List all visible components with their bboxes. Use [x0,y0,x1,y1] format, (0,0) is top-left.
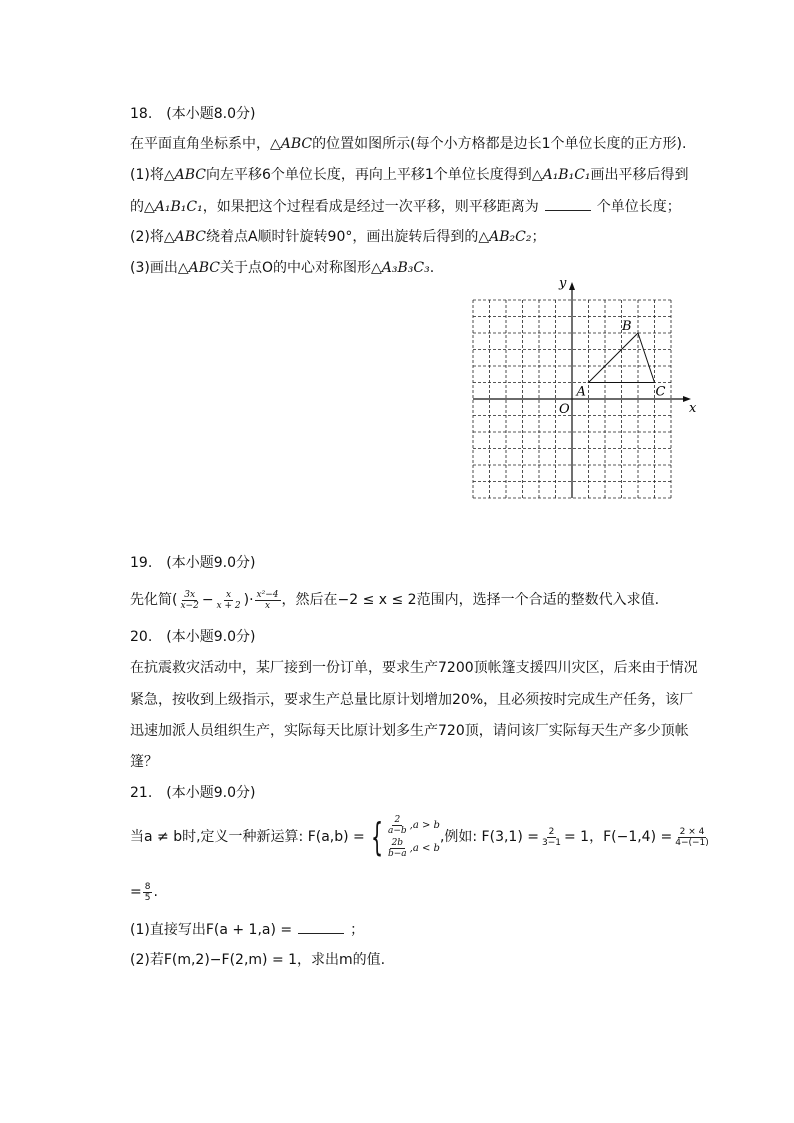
q21-case-rows [385,814,440,860]
q21-example-a: ,例如: F(3,1) = [439,829,539,845]
q19-frac2-num: x [226,589,232,600]
q21-result-eq: = [130,884,142,900]
q21-result-dot: . [153,884,158,900]
q21-ex-f1-num: 2 [548,826,555,837]
q19-frac1-num: 3x [184,589,196,600]
q21-piecewise [365,814,440,860]
q21-part1 [130,919,364,940]
q21-example-frac1 [540,827,563,848]
q18-tri-abc: △ABC [270,136,313,152]
q18-p1-f: 个单位长度； [596,199,681,215]
q19-frac3-num: x²−4 [256,589,279,600]
q18-p2-c: ； [531,229,546,245]
q19-lead: 先化简( [130,592,178,608]
q18-stem-b: 的位置如图所示(每个小方格都是边长1个单位长度的正方形). [312,136,687,152]
q18-part1-line2 [130,196,681,217]
q21-case2 [385,838,440,859]
q18-part3 [130,258,434,278]
point-a-label: A [576,384,586,400]
q19-header: 19. (本小题9.0分) [130,555,256,571]
q18-header: 18. (本小题8.0分) [130,106,256,122]
q21-brace: { [370,815,383,859]
q19-tail: ，然后在−2 ≤ x ≤ 2范围内，选择一个合适的整数代入求值. [281,592,660,608]
q19-frac3 [255,590,281,611]
q18-p1-e: ，如果把这个过程看成是经过一次平移，则平移距离为 [202,199,539,215]
q21-case2-num: 2b [391,838,404,848]
q21-case1-cond: ,a > b [409,820,440,831]
q18-stem [130,134,686,154]
q18-p1-tri1b: △A₁B₁C₁ [144,199,203,215]
q21-case1-num: 2 [394,815,401,825]
q19-frac3-den: x [264,600,271,611]
q20-line4: 篷？ [130,754,158,770]
q19-close: ) [243,592,250,608]
q21-ex-f1-den: 3−1 [541,837,561,848]
origin-label: O [559,402,570,417]
q21-case1-den: a−b [387,826,407,836]
q21-lead: 当a ≠ b时,定义一种新运算: F(a,b) = [130,829,365,845]
q18-p3-b: 关于点O的中心对称图形 [219,260,372,276]
q21-answer-blank[interactable] [298,919,344,934]
q18-p1-tri: △ABC [163,167,206,183]
q21-definition [130,812,712,862]
q19-frac2-den: x + 2 [216,600,241,611]
q21-result [130,878,158,906]
q18-p1-a: (1)将 [130,167,164,183]
x-axis-label: x [689,401,697,416]
q18-p1-b: 向左平移6个单位长度，再向上平移1个单位长度得到 [205,167,532,183]
q21-ex-f2-num: 2 × 4 [679,826,705,837]
q21-case1-frac [386,815,409,836]
point-b-label: B [622,319,632,334]
q18-p3-a: (3)画出 [130,260,178,276]
q20-header: 20. (本小题9.0分) [130,629,256,645]
q19-frac2 [215,590,243,611]
q19-minus: − [201,592,214,608]
q21-example-frac2 [673,827,711,848]
q18-p2-a: (2)将 [130,229,164,245]
q21-p1-b: ； [350,922,365,938]
q18-p3-c: . [429,260,435,276]
q18-p2-tri2: △AB₂C₂ [478,229,532,245]
q21-case1 [385,815,440,836]
q18-p2-b: 绕着点A顺时针旋转90°，画出旋转后得到的 [205,229,479,245]
q21-part2: (2)若F(m,2)−F(2,m) = 1，求出m的值. [130,952,386,968]
q18-p3-tri: △ABC [177,260,220,276]
q18-p3-tri3: △A₃B₃C₃ [371,260,430,276]
q21-case2-den: b−a [387,849,407,859]
q21-result-frac [143,882,153,903]
q21-case2-cond: ,a < b [409,843,440,854]
q20-line2: 紧急，按收到上级指示，要求生产总量比原计划增加20%，且必须按时完成生产任务，该厂 [130,692,694,708]
q18-p1-tri1: △A₁B₁C₁ [531,167,591,183]
q20-line1: 在抗震救灾活动中，某厂接到一份订单，要求生产7200顶帐篷支援四川灾区，后来由于情况 [130,660,698,676]
q18-p2-tri: △ABC [163,229,206,245]
y-axis-arrow [569,282,575,290]
point-c-label: C [655,384,666,400]
q18-p1-c: 画出平移后得到 [590,167,689,183]
q18-stem-a: 在平面直角坐标系中， [130,136,270,152]
q21-res-num: 8 [144,881,151,892]
q19-expression [130,585,659,615]
q18-p1-d: 的 [130,199,144,215]
q19-frac1 [178,590,200,611]
q21-res-den: 5 [144,892,151,903]
q21-p1-a: (1)直接写出F(a + 1,a) = [130,922,293,938]
q21-example-b: = 1，F(−1,4) = [563,829,673,845]
q18-answer-blank[interactable] [545,196,591,211]
q21-ex-f2-den: 4−(−1) [675,837,709,848]
q18-part1-line1 [130,165,689,185]
q19-dot: · [249,592,254,608]
q21-header: 21. (本小题9.0分) [130,785,256,801]
q21-case2-frac [386,838,409,859]
q19-frac1-den: x−2 [180,600,199,611]
q20-line3: 迅速加派人员组织生产，实际每天比原计划多生产720顶，请问该厂实际每天生产多少顶帐 [130,723,689,739]
coordinate-grid-figure [465,280,700,515]
q18-part2 [130,227,545,247]
y-axis-label: y [559,280,567,291]
